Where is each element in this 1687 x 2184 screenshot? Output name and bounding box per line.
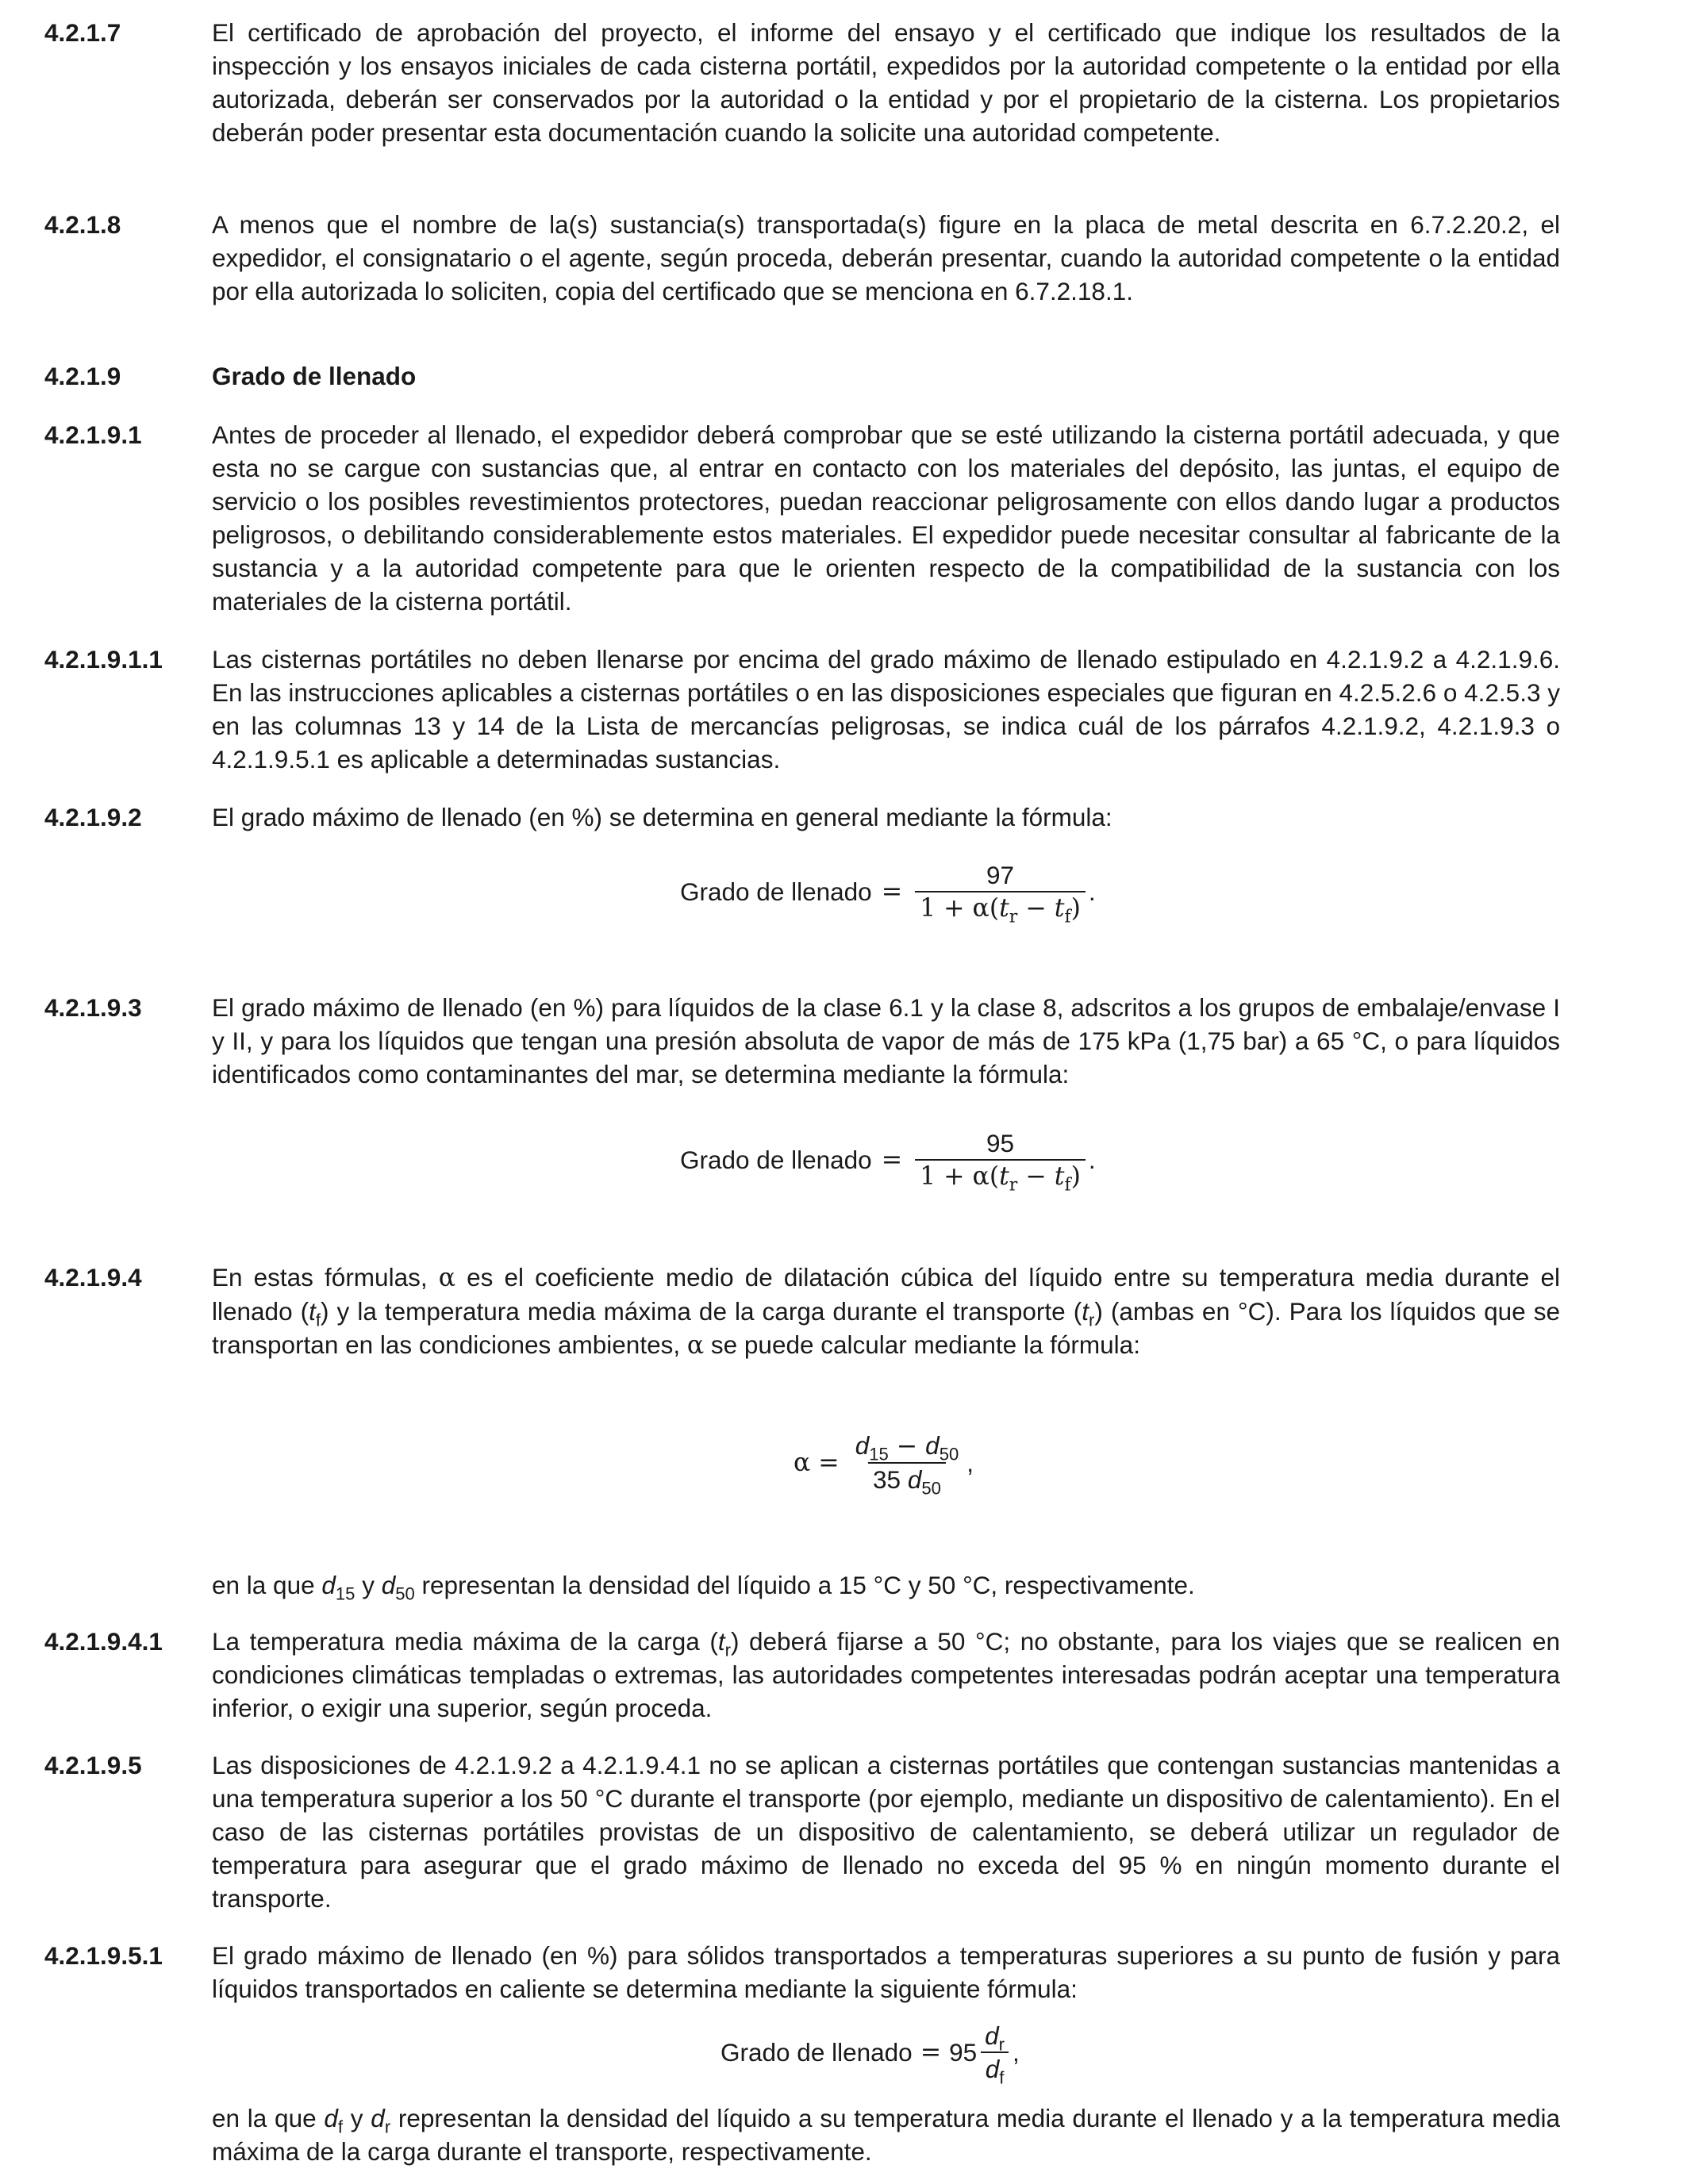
- section-number: 4.2.1.9.1: [44, 420, 142, 449]
- section-text: Las disposiciones de 4.2.1.9.2 a 4.2.1.9.4.1 no se aplican a cisternas portátiles que contengan sustancias mantenidas a una temperatura superior a los 50 °C durante el transporte (por ejemplo, mediante un dispositivo de calentamiento). En el caso de las cisternas portátiles provistas de un dispositivo de calentamiento, se deberá utilizar un regulador de temperatura para asegurar que el grado máximo de llenado no exceda del 95 % en ningún momento durante el transporte.: [212, 1751, 1560, 1913]
- subscript: f: [999, 2067, 1005, 2088]
- text-run: se puede calcular mediante la fórmula:: [704, 1330, 1140, 1359]
- temp-transport: t: [1082, 1297, 1089, 1326]
- text-run: en la que: [212, 1571, 322, 1599]
- section-text: [212, 1625, 1560, 1725]
- equals-sign: =: [881, 877, 903, 906]
- formula-punct: ,: [1013, 2038, 1020, 2067]
- formula-fill-degree-95: [680, 1127, 1096, 1196]
- density-symbol: d: [855, 1431, 870, 1460]
- subscript: f: [337, 2117, 344, 2137]
- density-symbol: d: [985, 2055, 1000, 2083]
- subscript: f: [1064, 1175, 1071, 1196]
- density-symbol: d: [907, 1465, 922, 1494]
- section-text: Las cisternas portátiles no deben llenarse por encima del grado máximo de llenado estipulado en 4.2.1.9.2 a 4.2.1.9.6. En las instrucciones aplicables a cisternas portátiles o en las disposiciones especiales que figuran en 4.2.5.2.6 o 4.2.5.3 y en las columnas 13 y 14 de la Lista de mercancías peligrosas, se indica cuál de los párrafos 4.2.1.9.2, 4.2.1.9.3 o 4.2.1.9.5.1 es aplicable a determinadas sustancias.: [212, 645, 1560, 773]
- subscript: r: [1088, 1310, 1095, 1330]
- section-number: 4.2.1.9.4.1: [44, 1627, 163, 1656]
- section-number: 4.2.1.8: [44, 210, 121, 239]
- close-paren: ): [1070, 1162, 1081, 1191]
- subscript: r: [1009, 1175, 1018, 1196]
- subscript: r: [1009, 907, 1018, 927]
- density-symbol: d: [324, 2104, 338, 2132]
- section-number: 4.2.1.9.2: [44, 803, 142, 831]
- fraction: [915, 859, 1086, 927]
- denominator: [915, 891, 1086, 927]
- minus-sign: −: [1017, 1162, 1055, 1191]
- text-run: ) deberá fijarse a 50 °C; no obstante, para los viajes que se realicen en condiciones climáticas templadas o extremas, las autoridades competentes interesadas podrán aceptar una temperatura inferior, o exigir una superior, según proceda.: [212, 1627, 1560, 1722]
- subscript: 50: [939, 1444, 959, 1464]
- section-text: Antes de proceder al llenado, el expedidor deberá comprobar que se esté utilizando la cisterna portátil adecuada, y que esta no se cargue con sustancias que, al entrar en contacto con los materiales del depósito, las juntas, el equipo de servicio o los posibles revestimientos protectores, puedan reaccionar peligrosamente con ellos dando lugar a productos peligrosos, o debilitando considerablemente estos materiales. El expedidor puede necesitar consultar al fabricante de la sustancia y a la autoridad competente para que le orienten respecto de la compatibilidad de la sustancia con los materiales de la cisterna portátil.: [212, 420, 1560, 616]
- section-number: 4.2.1.9.1.1: [44, 645, 163, 674]
- subscript: r: [384, 2117, 391, 2137]
- minus-sign: −: [888, 1432, 926, 1460]
- text-run: es el coeficiente medio de dilatación cúbica del líquido entre su temperatura media durante el llenado (: [212, 1263, 1560, 1326]
- section-number: 4.2.1.7: [44, 18, 121, 47]
- text-run: en la que: [212, 2104, 325, 2132]
- denominator: [915, 1159, 1086, 1196]
- formula-punct: ,: [966, 1448, 974, 1477]
- section-text: El certificado de aprobación del proyecto, el informe del ensayo y el certificado que indique los resultados de la inspección y los ensayos iniciales de cada cisterna portátil, expedidos por la autoridad competente o la entidad por ella autorizada, deberán ser conservados por la autoridad o la entidad y por el propietario de la cisterna. Los propietarios deberán poder presentar esta documentación cuando la solicite una autoridad competente.: [212, 18, 1560, 147]
- numerator: 97: [986, 861, 1015, 889]
- section-text: [212, 1261, 1560, 1362]
- text-run: La temperatura media máxima de la carga (: [212, 1627, 718, 1656]
- subscript: 15: [335, 1583, 355, 1604]
- coefficient: 35: [873, 1465, 908, 1494]
- section-number: 4.2.1.9.5.1: [44, 1941, 163, 1970]
- subscript: r: [998, 2034, 1005, 2055]
- text-run: y: [343, 2104, 371, 2132]
- subscript: f: [1064, 907, 1071, 927]
- denominator-prefix: 1 + α(: [920, 894, 1000, 923]
- density-symbol: d: [381, 1571, 396, 1599]
- temp-transport: t: [999, 1162, 1009, 1191]
- temp-filling: t: [1054, 894, 1065, 923]
- numerator: [980, 2020, 1009, 2055]
- section-text: A menos que el nombre de la(s) sustancia(s) transportada(s) figure en la placa de metal descrita en 6.7.2.20.2, el expedidor, el consignatario o el agente, según proceda, deberán presentar, cuando la autoridad competente o la entidad por ella autorizada lo soliciten, copia del certificado que se menciona en 6.7.2.18.1.: [212, 210, 1560, 305]
- section-number: 4.2.1.9.5: [44, 1751, 142, 1779]
- temp-filling: t: [309, 1297, 316, 1326]
- section-number: 4.2.1.9: [44, 362, 121, 390]
- formula-lhs: α: [794, 1448, 811, 1477]
- fraction: [980, 2020, 1009, 2088]
- subscript: 15: [869, 1444, 889, 1464]
- formula-fill-degree-97: [680, 859, 1096, 927]
- equals-sign: =: [818, 1448, 840, 1477]
- section-heading: Grado de llenado: [212, 362, 417, 390]
- numerator: [851, 1430, 964, 1462]
- subscript: 50: [921, 1478, 941, 1499]
- coefficient: 95: [949, 2038, 978, 2067]
- text-run: representan la densidad del líquido a su temperatura media durante el llenado y a la temperatura media máxima de la carga durante el transporte, respectivamente.: [212, 2104, 1560, 2166]
- section-text: El grado máximo de llenado (en %) se determina en general mediante la fórmula:: [212, 803, 1112, 831]
- equals-sign: =: [881, 1146, 903, 1174]
- density-symbol: d: [371, 2104, 385, 2132]
- subscript: f: [315, 1310, 321, 1330]
- subscript: r: [724, 1640, 731, 1660]
- density-explanation-heated: [212, 2101, 1560, 2168]
- equals-sign: =: [920, 2038, 942, 2067]
- formula-punct: .: [1088, 877, 1096, 906]
- fraction: [915, 1127, 1086, 1196]
- formula-lhs: Grado de llenado: [680, 877, 872, 906]
- numerator: 95: [986, 1129, 1015, 1157]
- minus-sign: −: [1017, 894, 1055, 923]
- formula-alpha: [794, 1430, 974, 1499]
- text-run: representan la densidad del líquido a 15 °C y 50 °C, respectivamente.: [414, 1571, 1195, 1599]
- temp-transport: t: [717, 1627, 725, 1656]
- formula-lhs: Grado de llenado: [721, 2038, 913, 2067]
- density-symbol: d: [985, 2021, 999, 2050]
- temp-filling: t: [1054, 1162, 1065, 1191]
- denominator: [868, 1462, 946, 1499]
- text-run: y: [355, 1571, 382, 1599]
- section-text: El grado máximo de llenado (en %) para sólidos transportados a temperaturas superiores a su punto de fusión y para líquidos transportados en caliente se determina mediante la siguiente fórmula:: [212, 1941, 1560, 2003]
- alpha-symbol: α: [438, 1264, 455, 1292]
- denominator: [981, 2052, 1009, 2088]
- subscript: 50: [395, 1583, 415, 1604]
- density-explanation: [212, 1568, 1560, 1602]
- formula-fill-degree-heated: [721, 2020, 1020, 2088]
- fraction: [851, 1430, 964, 1499]
- text-run: ) y la temperatura media máxima de la carga durante el transporte (: [321, 1297, 1082, 1326]
- text-run: En estas fórmulas,: [212, 1263, 439, 1292]
- section-number: 4.2.1.9.4: [44, 1263, 142, 1292]
- density-symbol: d: [925, 1431, 940, 1460]
- density-symbol: d: [321, 1571, 336, 1599]
- formula-lhs: Grado de llenado: [680, 1146, 872, 1174]
- section-text: El grado máximo de llenado (en %) para líquidos de la clase 6.1 y la clase 8, adscritos a los grupos de embalaje/envase I y II, y para los líquidos que tengan una presión absoluta de vapor de más de 175 kPa (1,75 bar) a 65 °C, o para líquidos identificados como contaminantes del mar, se determina mediante la fórmula:: [212, 993, 1560, 1088]
- text-run: ) (ambas en °C). Para los líquidos que se transportan en las condiciones ambientes,: [212, 1297, 1560, 1359]
- formula-punct: .: [1088, 1146, 1096, 1174]
- alpha-symbol: α: [686, 1331, 705, 1360]
- section-number: 4.2.1.9.3: [44, 993, 142, 1022]
- denominator-prefix: 1 + α(: [920, 1162, 1000, 1191]
- close-paren: ): [1070, 894, 1081, 923]
- temp-transport: t: [999, 894, 1009, 923]
